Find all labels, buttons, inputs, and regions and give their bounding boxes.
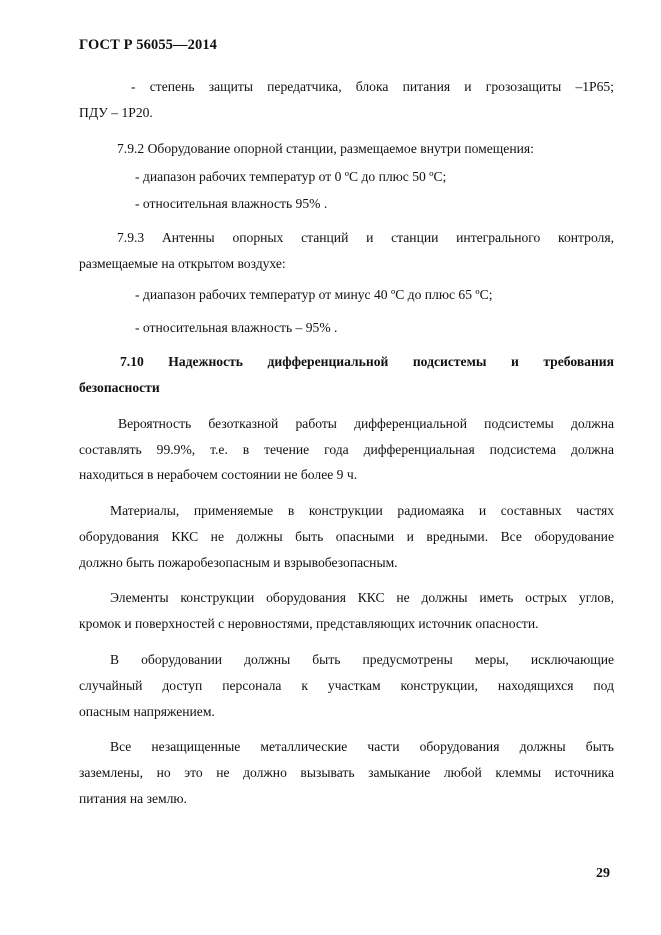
paragraph-line: питания на землю. <box>79 791 187 806</box>
section-heading: безопасности <box>79 380 160 395</box>
list-item: - относительная влажность – 95% . <box>135 320 338 335</box>
paragraph-line: оборудования ККС не должны быть опасными и вредными. Все оборудование <box>79 529 614 544</box>
paragraph-line: заземлены, но это не должно вызывать замыкание любой клеммы источника <box>79 765 614 780</box>
text-line: 7.9.3 Антенны опорных станций и станции интегрального контроля, <box>117 230 614 245</box>
paragraph-line: должно быть пожаробезопасным и взрывобезопасным. <box>79 555 398 570</box>
paragraph-line: Элементы конструкции оборудования ККС не должны иметь острых углов, <box>110 590 614 605</box>
paragraph-line: составлять 99.9%, т.е. в течение года дифференциальная подсистема должна <box>79 442 614 457</box>
text-line: размещаемые на открытом воздухе: <box>79 256 286 271</box>
paragraph-line: кромок и поверхностей с неровностями, представляющих источник опасности. <box>79 616 539 631</box>
paragraph-line: В оборудовании должны быть предусмотрены меры, исключающие <box>110 652 614 667</box>
paragraph-line: Материалы, применяемые в конструкции радиомаяка и составных частях <box>110 503 614 518</box>
section-heading: 7.10 Надежность дифференциальной подсистемы и требования <box>120 354 614 369</box>
text-line: ПДУ – 1Р20. <box>79 105 153 120</box>
page-number: 29 <box>596 866 610 881</box>
paragraph-line: опасным напряжением. <box>79 704 215 719</box>
paragraph-line: Вероятность безотказной работы дифференциальной подсистемы должна <box>118 416 614 431</box>
list-item: - диапазон рабочих температур от минус 40 ºС до плюс 65 ºС; <box>135 287 493 302</box>
text-line: 7.9.2 Оборудование опорной станции, размещаемое внутри помещения: <box>117 141 534 156</box>
paragraph-line: находиться в нерабочем состоянии не более 9 ч. <box>79 467 358 482</box>
list-item: - диапазон рабочих температур от 0 ºС до плюс 50 ºС; <box>135 169 447 184</box>
text-line: - степень защиты передатчика, блока питания и грозозащиты –1Р65; <box>131 79 614 94</box>
paragraph-line: Все незащищенные металлические части оборудования должны быть <box>110 739 614 754</box>
paragraph-line: случайный доступ персонала к участкам конструкции, находящихся под <box>79 678 614 693</box>
list-item: - относительная влажность 95% . <box>135 196 328 211</box>
document-header: ГОСТ Р 56055—2014 <box>79 37 218 53</box>
